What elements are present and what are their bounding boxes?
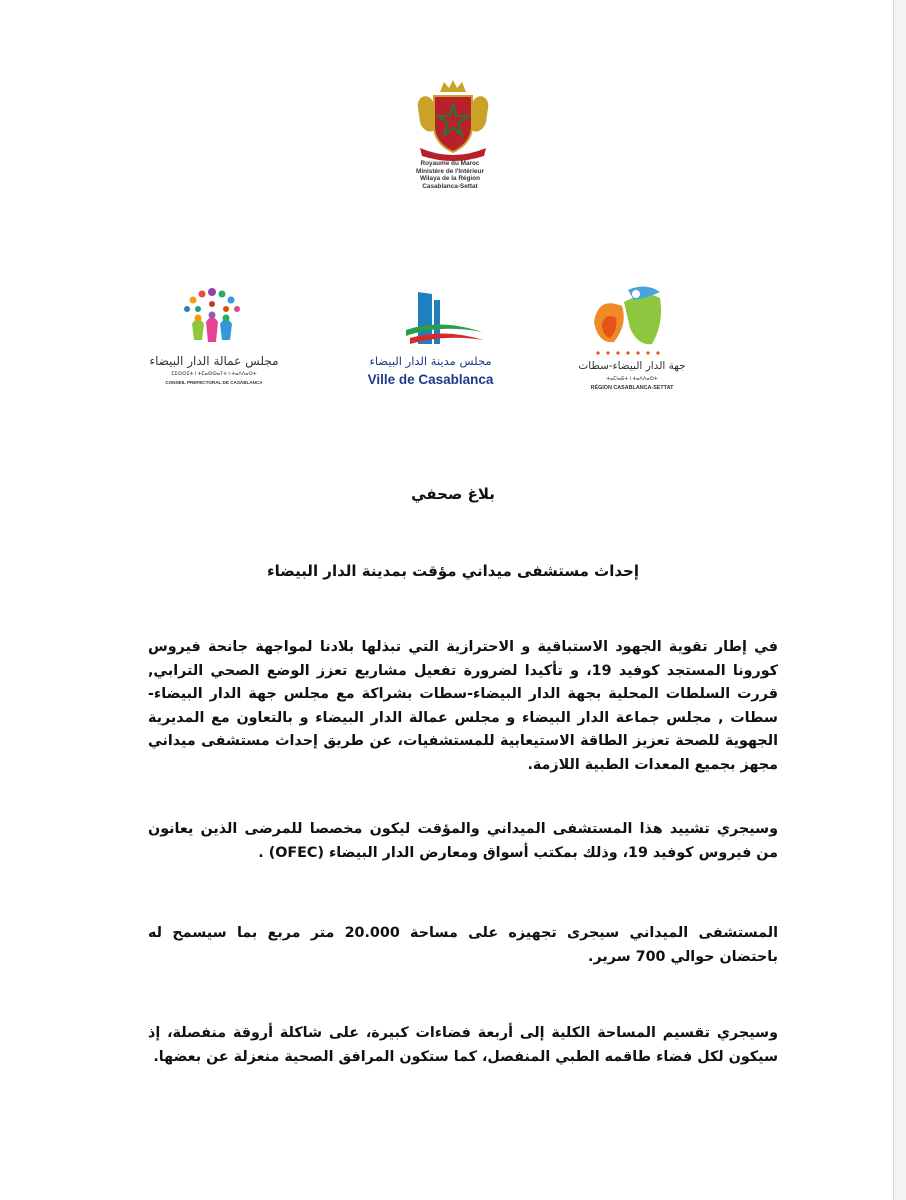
region-name-fr: RÉGION CASABLANCA-SETTAT (590, 385, 674, 391)
ville-de-casablanca-logo (348, 290, 513, 394)
press-release-heading: بلاغ صحفي (411, 485, 495, 503)
page-edge-strip (894, 0, 906, 1200)
coat-of-arms-emblem (412, 78, 494, 162)
body-paragraph: وسيجري تشييد هذا المستشفى الميداني والمؤقت ليكون مخصصا للمرضى الذين يعانون من فيروس كوفيد 19، وذلك بمكتب أسواق ومعارض الدار البيضاء (OFEC) . (148, 821, 778, 861)
region-casablanca-settat-logo (572, 284, 692, 396)
region-mark-icon (588, 284, 668, 348)
council-name-fr: CONSEIL PREFECTORAL DE CASABLANCA (165, 380, 263, 385)
council-name-ar: مجلس عمالة الدار البيضاء (149, 354, 279, 368)
body-paragraph: المستشفى الميداني سيجرى تجهيزه على مساحة 20.000 متر مربع بما سيسمح له باحتضان حوالي 700 سرير. (148, 925, 778, 965)
region-name-ar: جهة الدار البيضاء-سطات (578, 360, 686, 372)
ville-name-fr: Ville de Casablanca (367, 372, 494, 387)
ville-name-ar: مجلس مدينة الدار البيضاء (369, 354, 492, 368)
colored-dots-people-icon (178, 284, 246, 346)
body-paragraph: في إطار تقوية الجهود الاستباقية و الاحترازية التي تبذلها بلادنا لمواجهة جانحة فيروس كورونا المستجد كوفيد 19، و تأكيدا لضرورة تفعيل مشاريع تعزز الوضع الصحي الترابي, قررت السلطات المحلية بجهة الدار البيضاء-سطات بشراكة مع مجلس جهة الدار البيضاء-سطات , مجلس جماعة الدار البيضاء و مجلس عمالة الدار البيضاء و بالتعاون مع المديرية الجهوية للصحة تعزيز الطاقة الاستيعابية للمستشفيات، عن طريق إحداث مستشفى ميداني مجهز بجميع المعدات الطبية اللازمة. (148, 639, 778, 773)
ministry-line: Ministère de l'Intérieur (416, 167, 484, 175)
body-paragraph: وسيجري تقسيم المساحة الكلية إلى أربعة فضاءات كبيرة، على شاكلة أروقة منفصلة، إذ سيكون لكل فضاء طاقمه الطبي المنفصل، كما ستكون المرافق الصحية منعزلة عن بعضها. (148, 1025, 778, 1065)
press-release-subject: إحداث مستشفى ميداني مؤقت بمدينة الدار البيضاء (266, 562, 639, 580)
ministry-line: Wilaya de la Région (420, 175, 480, 183)
council-name-tifinagh: ⵎⵉⵔⵔⵉⵜ ⵏ ⵜⵎⴰⵙⵙⴰⵢⵜ ⵏ ⵜⴰⴷⴷⴰⵔⵜ (171, 371, 257, 377)
dotted-divider-icon (594, 350, 668, 356)
ministry-line: Royaume du Maroc (420, 160, 480, 167)
region-name-tifinagh: ⵜⴰⵎⵏⴰⴹⵜ ⵏ ⵜⴰⴷⴷⴰⵔⵜ (606, 376, 658, 382)
prefectural-council-logo (140, 284, 285, 394)
ville-casablanca-mark-icon (400, 290, 486, 350)
ministry-line: Casablanca-Settat (422, 182, 478, 190)
ministry-caption (380, 160, 520, 190)
